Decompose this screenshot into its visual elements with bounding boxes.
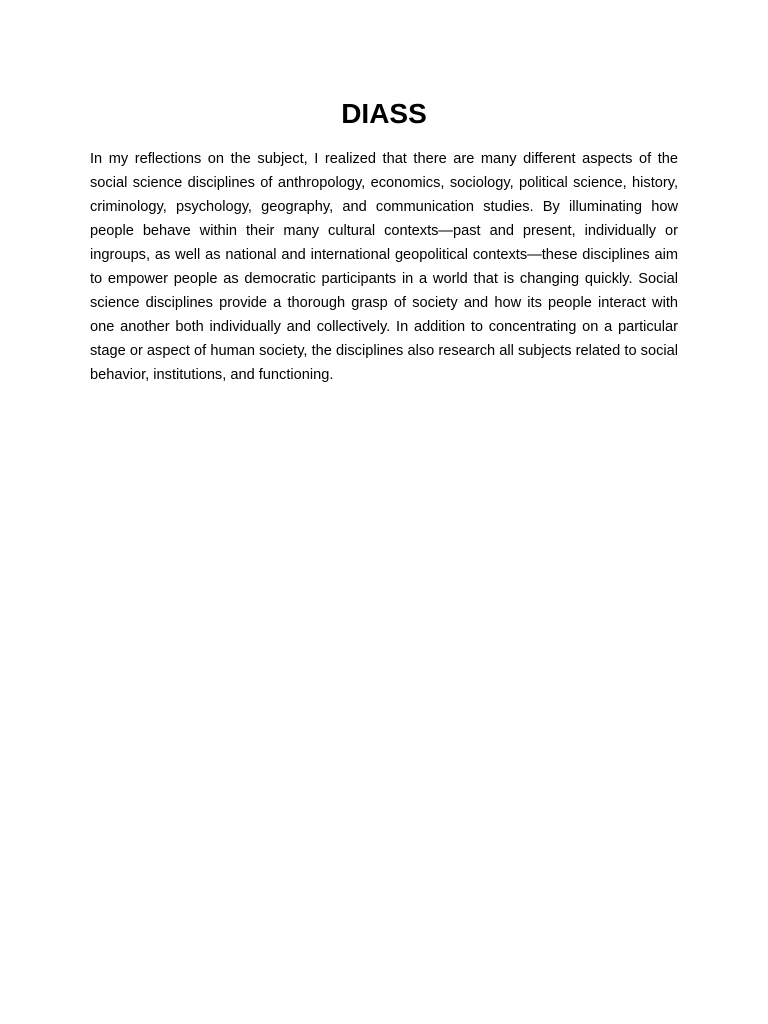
document-body-paragraph: In my reflections on the subject, I realized that there are many different aspects of the social science disciplines of anthropology, economics, sociology, political science, history, criminology, psychology, geography, and communication studies. By illuminating how people behave within their many cultural contexts—past and present, individually or ingroups, as well as national and international geopolitical contexts—these disciplines aim to empower people as democratic participants in a world that is changing quickly. Social science disciplines provide a thorough grasp of society and how its people interact with one another both individually and collectively. In addition to concentrating on a particular stage or aspect of human society, the disciplines also research all subjects related to social behavior, institutions, and functioning.	[90, 151, 678, 383]
document-title: DIASS	[341, 98, 427, 129]
